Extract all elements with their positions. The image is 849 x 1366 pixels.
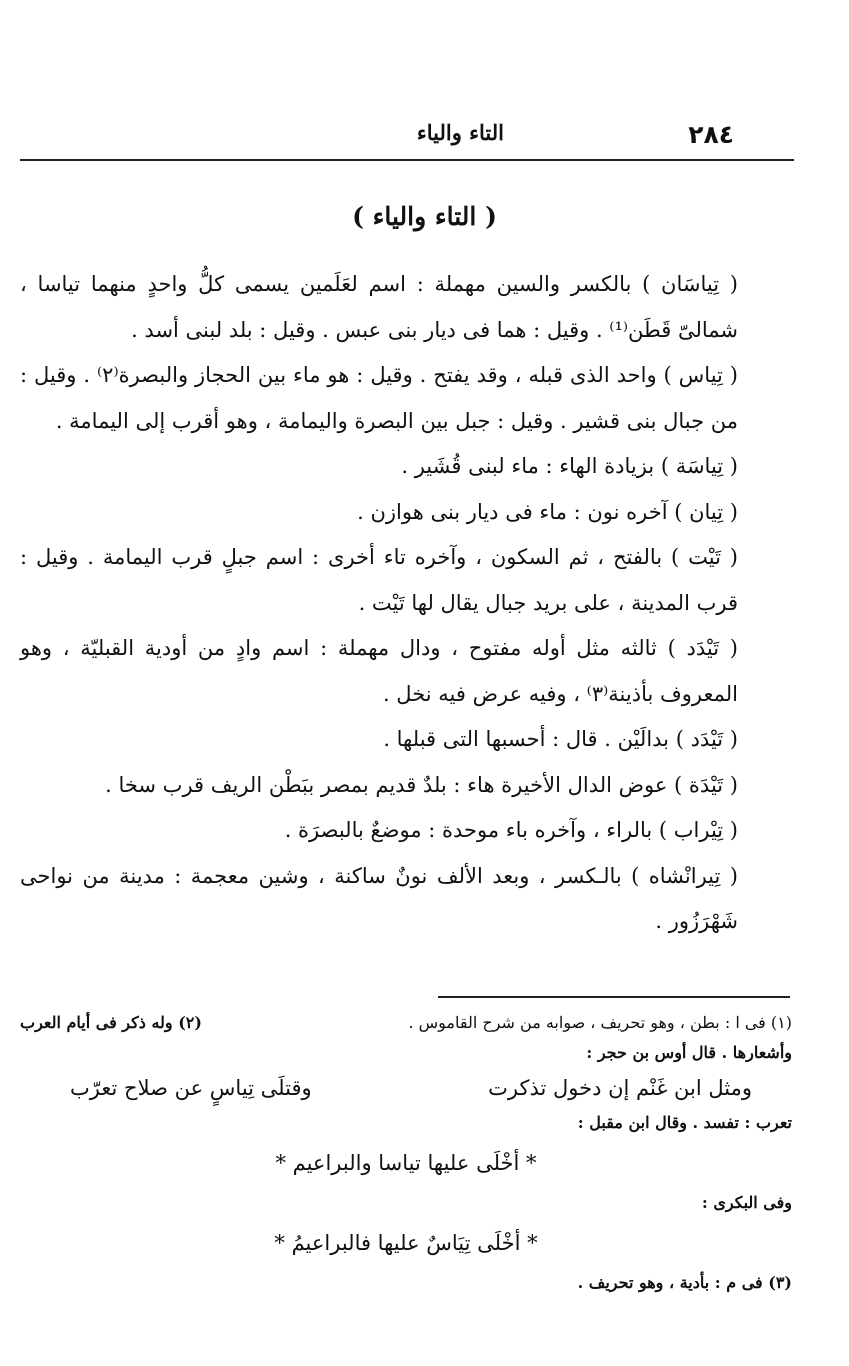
footnote-3: (٣) فى م : بأدية ، وهو تحريف . — [577, 1273, 792, 1292]
verse-1-hemistich-b: وقتلَى تِياسٍ عن صلاح تعرّب — [70, 1076, 312, 1100]
entry-tayt: ( تَيْت ) بالفتح ، ثم السكون ، وآخره تاء أخرى : اسم جبلٍ قرب اليمامة . وقيل : قرب المدينة ، على بريد جبال يقال لها تَيْت . — [20, 545, 738, 615]
footnote-2-cont: وأشعارها . قال أوس بن حجر : — [586, 1043, 792, 1062]
entry-tiranshah: ( تِيرانْشاه ) بالـكسر ، وبعد الألف نونٌ ساكنة ، وشين معجمة : مدينة من نواحى شَهْرَزُور . — [20, 863, 738, 933]
section-title: ( التاء والياء ) — [352, 202, 497, 231]
entry-taydad-2: ( تَيْدَد ) بدالَيْن . قال : أحسبها التى قبلها . — [383, 727, 738, 751]
verse-1-hemistich-a: ومثل ابن غَنْم إن دخول تذكرت — [488, 1076, 752, 1100]
verse-2: * أخْلَى عليها تياسا والبراعيم * — [275, 1151, 537, 1175]
gloss-line: تعرب : تفسد . وقال ابن مقبل : — [577, 1113, 792, 1132]
entries-body — [20, 262, 778, 945]
footnote-2-start: (٢) وله ذكر فى أيام العرب — [20, 1013, 202, 1032]
page-header — [20, 118, 794, 152]
entry-tiyas: ( تِياس ) واحد الذى قبله ، وقد يفتح . وقيل : هو ماء بين الحجاز والبصرة⁽٢⁾ . وقيل : من جبال بنى قشير . وقيل : جبل بين البصرة واليمامة ، وهو أقرب إلى اليمامة . — [20, 363, 739, 433]
verse-1 — [20, 1068, 792, 1108]
footnote-line-1 — [20, 1008, 792, 1038]
footnote-rule — [438, 996, 790, 998]
footnote-1: (١) فى ا : بطن ، وهو تحريف ، صوابه من شرح القاموس . — [408, 1013, 792, 1032]
entry-tirab: ( تِيْراب ) بالراء ، وآخره باء موحدة : موضعٌ بالبصرَة . — [284, 818, 738, 842]
entry-tiyan: ( تِيان ) آخره نون : ماء فى ديار بنى هوازن . — [357, 499, 738, 524]
entry-tayda: ( تَيْدَة ) عوض الدال الأخيرة هاء : بلدٌ قديم بمصر ببَطْن الريف قرب سخا . — [105, 772, 738, 797]
entry-tiyasa: ( تِياسَة ) بزيادة الهاء : ماء لبنى قُشَير . — [401, 454, 738, 478]
page-number: ٢٨٤ — [688, 120, 734, 149]
verse-3: * أخْلَى تِيَاسٌ عليها فالبراعيمُ * — [274, 1231, 538, 1255]
entry-taydad: ( تَيْدَد ) ثالثه مثل أوله مفتوح ، ودال مهملة : اسم وادٍ من أودية القبليّة ، وهو المعروف بأذينة⁽٣⁾ ، وفيه عرض فيه نخل . — [20, 636, 738, 706]
running-title: التاء والياء — [416, 120, 504, 145]
entry-tiyasan: ( تِياسَان ) بالكسر والسين مهملة : اسم لعَلَمين يسمى كلُّ واحدٍ منهما تياسا ، شمالىّ قَطَن⁽¹⁾ . وقيل : هما فى ديار بنى عبس . وقيل : بلد لبنى أسد . — [20, 272, 738, 342]
bakri-line: وفى البكرى : — [701, 1193, 792, 1212]
footnotes — [20, 1008, 792, 1298]
header-rule — [20, 159, 794, 161]
